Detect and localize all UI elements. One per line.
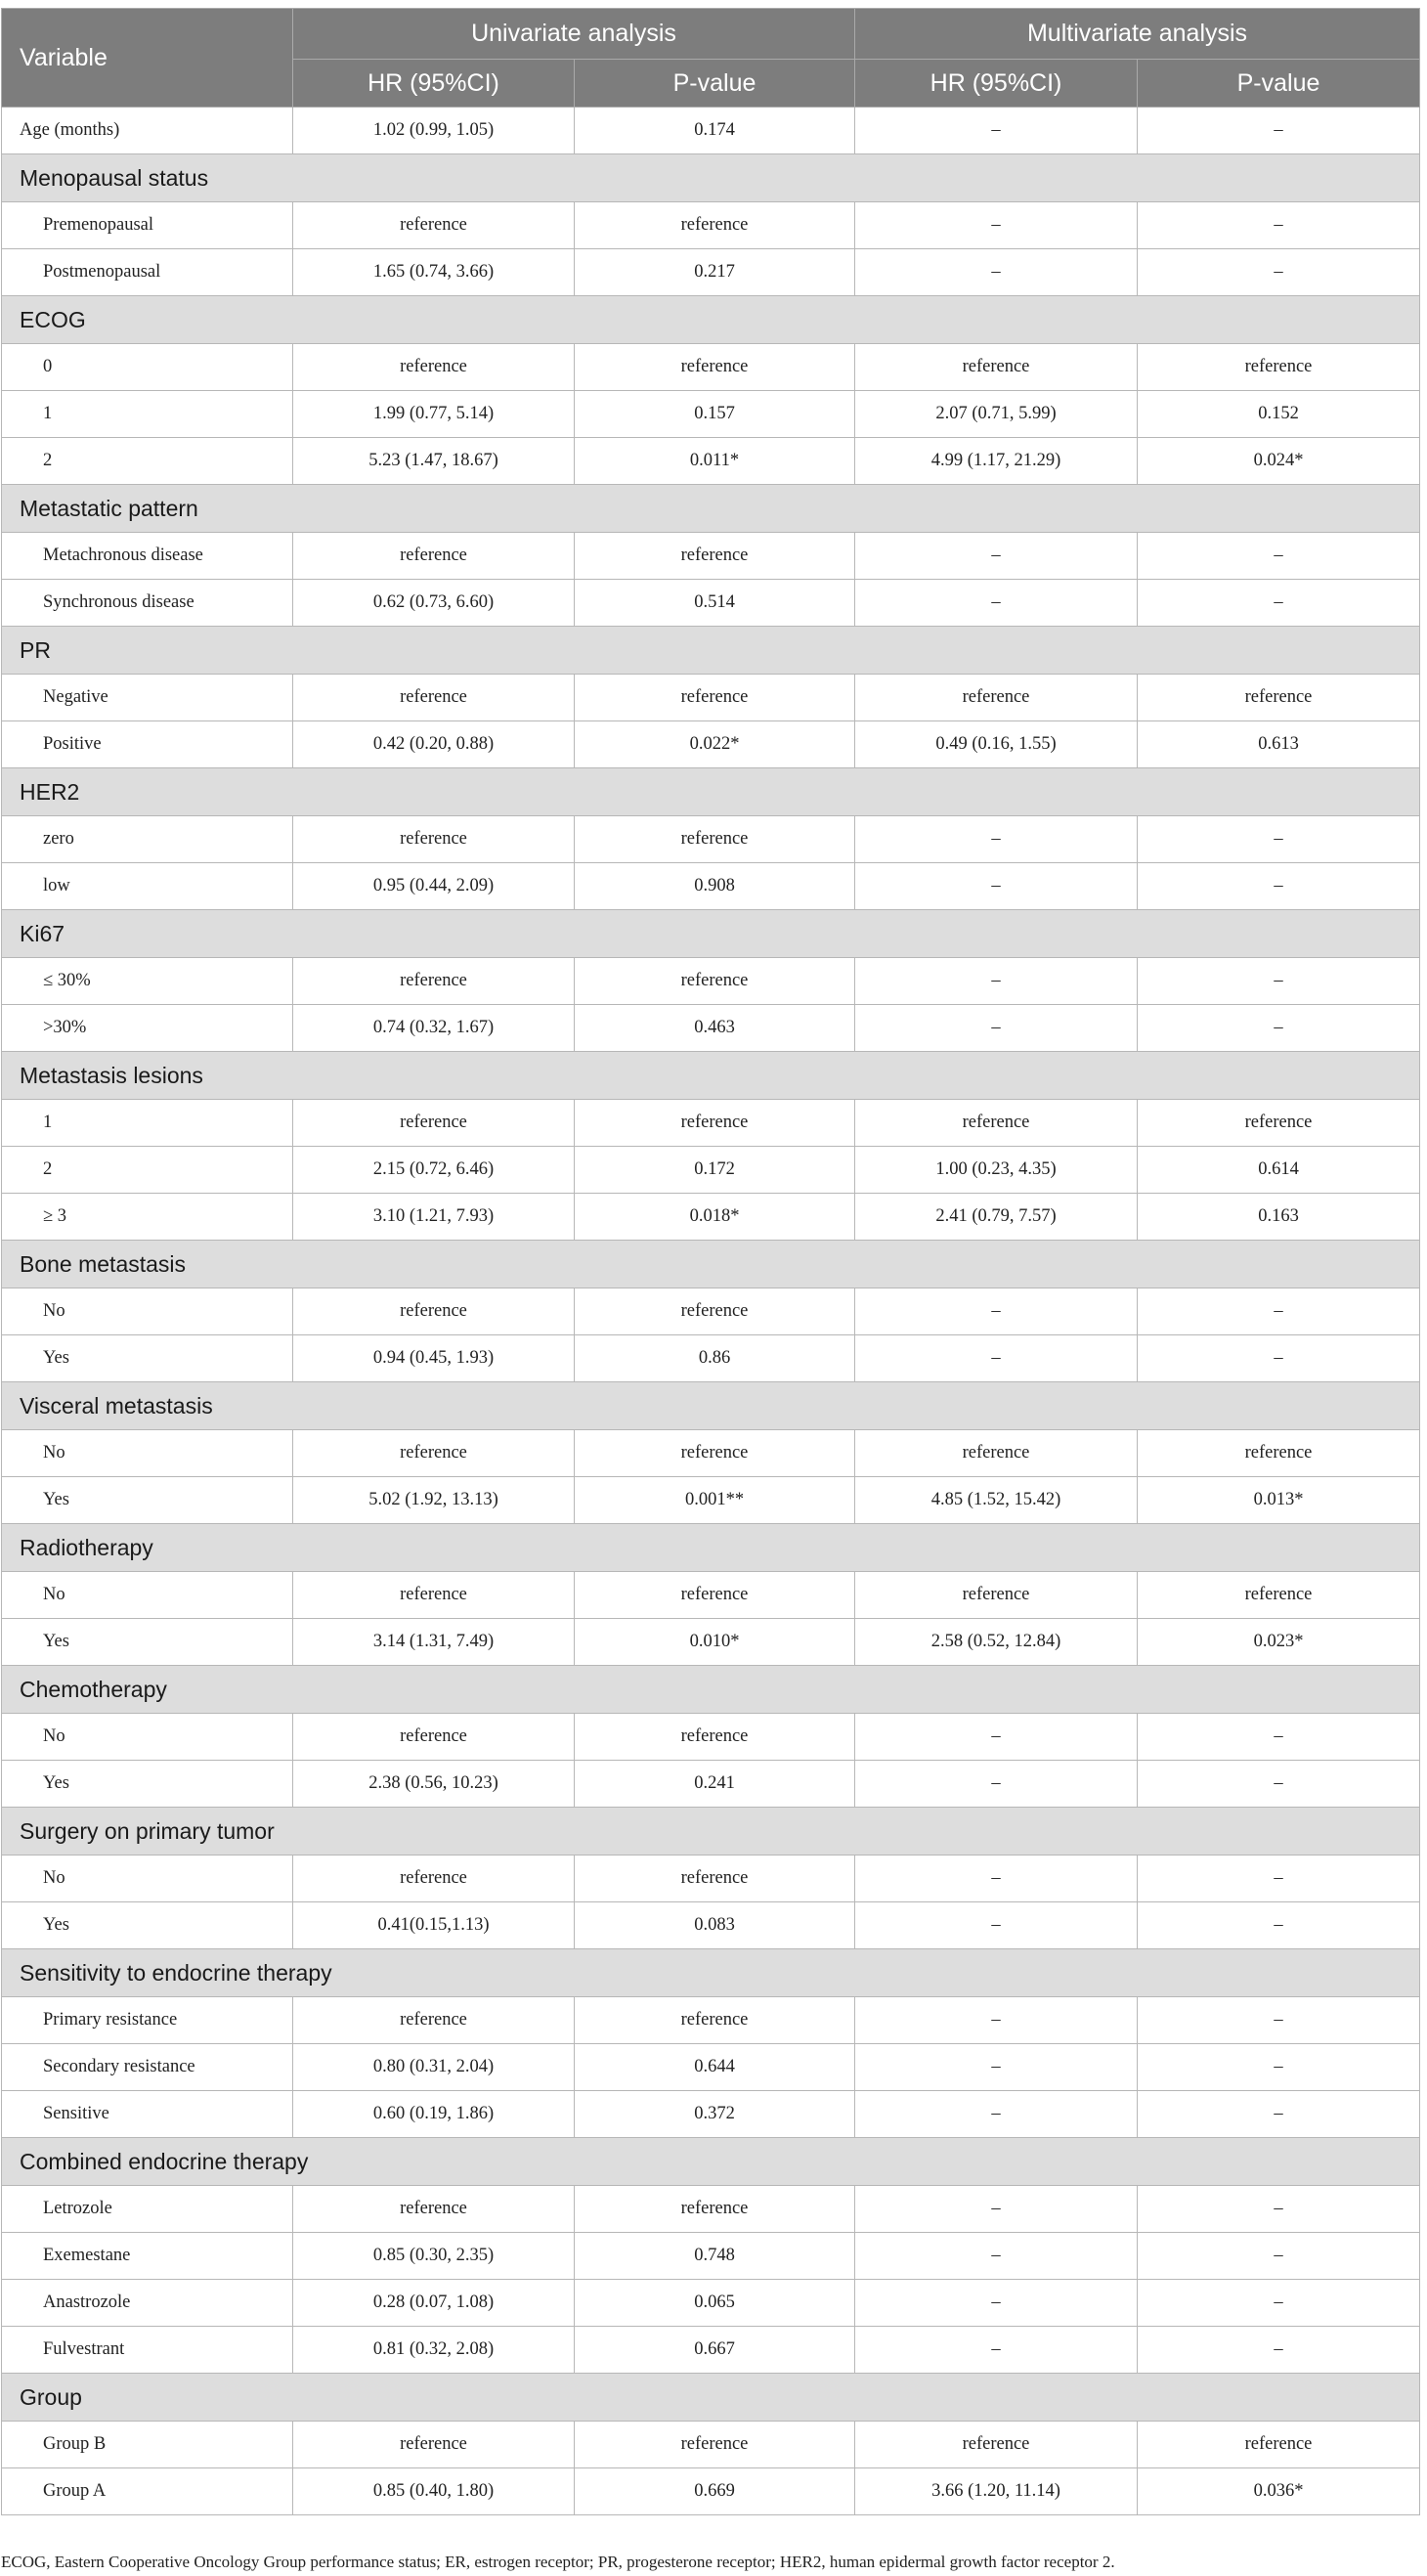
- variable-cell: Exemestane: [2, 2233, 293, 2280]
- univariate-p-cell: reference: [575, 1572, 855, 1619]
- univariate-p-cell: reference: [575, 1100, 855, 1147]
- variable-cell: Group A: [2, 2468, 293, 2515]
- table-row: [2, 1477, 1420, 1524]
- multivariate-hr-cell: reference: [855, 2422, 1138, 2468]
- univariate-hr-cell: 3.10 (1.21, 7.93): [293, 1194, 575, 1241]
- multivariate-p-cell: –: [1138, 2186, 1420, 2233]
- multivariate-p-cell: –: [1138, 1997, 1420, 2044]
- univariate-hr-cell: 0.95 (0.44, 2.09): [293, 863, 575, 910]
- univariate-hr-cell: reference: [293, 675, 575, 721]
- variable-cell: Group B: [2, 2422, 293, 2468]
- univariate-hr-cell: 0.28 (0.07, 1.08): [293, 2280, 575, 2327]
- variable-cell: Yes: [2, 1619, 293, 1666]
- multivariate-hr-cell: reference: [855, 675, 1138, 721]
- multivariate-p-cell: reference: [1138, 1572, 1420, 1619]
- multivariate-hr-cell: –: [855, 1761, 1138, 1808]
- results-table-container: [1, 8, 1419, 2515]
- section-row: [2, 485, 1420, 533]
- multivariate-hr-cell: –: [855, 580, 1138, 627]
- header-univariate-p: P-value: [575, 60, 855, 108]
- univariate-hr-cell: 0.81 (0.32, 2.08): [293, 2327, 575, 2374]
- univariate-p-cell: 0.011*: [575, 438, 855, 485]
- table-row: [2, 391, 1420, 438]
- multivariate-p-cell: –: [1138, 1902, 1420, 1949]
- multivariate-hr-cell: 2.41 (0.79, 7.57): [855, 1194, 1138, 1241]
- section-label: Bone metastasis: [2, 1241, 1420, 1288]
- variable-cell: Synchronous disease: [2, 580, 293, 627]
- multivariate-hr-cell: –: [855, 249, 1138, 296]
- variable-cell: 1: [2, 1100, 293, 1147]
- multivariate-hr-cell: –: [855, 2327, 1138, 2374]
- table-body: [2, 108, 1420, 2515]
- univariate-hr-cell: reference: [293, 1288, 575, 1335]
- section-row: [2, 2374, 1420, 2422]
- multivariate-p-cell: –: [1138, 108, 1420, 154]
- section-row: [2, 1052, 1420, 1100]
- univariate-p-cell: reference: [575, 1856, 855, 1902]
- multivariate-hr-cell: –: [855, 958, 1138, 1005]
- table-row: [2, 1005, 1420, 1052]
- multivariate-p-cell: 0.613: [1138, 721, 1420, 768]
- univariate-hr-cell: 0.62 (0.73, 6.60): [293, 580, 575, 627]
- univariate-p-cell: 0.174: [575, 108, 855, 154]
- table-row: [2, 721, 1420, 768]
- variable-cell: Yes: [2, 1335, 293, 1382]
- table-row: [2, 675, 1420, 721]
- multivariate-hr-cell: –: [855, 1856, 1138, 1902]
- multivariate-p-cell: –: [1138, 1714, 1420, 1761]
- multivariate-hr-cell: –: [855, 2233, 1138, 2280]
- table-header: [2, 9, 1420, 108]
- variable-cell: ≤ 30%: [2, 958, 293, 1005]
- header-multivariate: Multivariate analysis: [855, 9, 1420, 60]
- multivariate-p-cell: 0.023*: [1138, 1619, 1420, 1666]
- header-univariate: Univariate analysis: [293, 9, 855, 60]
- table-row: [2, 1902, 1420, 1949]
- multivariate-p-cell: –: [1138, 580, 1420, 627]
- univariate-hr-cell: reference: [293, 1100, 575, 1147]
- univariate-p-cell: 0.001**: [575, 1477, 855, 1524]
- section-row: [2, 1949, 1420, 1997]
- univariate-p-cell: reference: [575, 1714, 855, 1761]
- table-row: [2, 1619, 1420, 1666]
- multivariate-hr-cell: –: [855, 1335, 1138, 1382]
- univariate-hr-cell: reference: [293, 202, 575, 249]
- table-row: [2, 249, 1420, 296]
- variable-cell: Letrozole: [2, 2186, 293, 2233]
- section-row: [2, 1666, 1420, 1714]
- section-label: Metastatic pattern: [2, 485, 1420, 533]
- section-label: Group: [2, 2374, 1420, 2422]
- variable-cell: No: [2, 1856, 293, 1902]
- variable-cell: No: [2, 1430, 293, 1477]
- header-variable: Variable: [2, 9, 293, 108]
- section-row: [2, 154, 1420, 202]
- section-label: Visceral metastasis: [2, 1382, 1420, 1430]
- univariate-hr-cell: 0.85 (0.40, 1.80): [293, 2468, 575, 2515]
- multivariate-hr-cell: 1.00 (0.23, 4.35): [855, 1147, 1138, 1194]
- multivariate-hr-cell: –: [855, 2091, 1138, 2138]
- section-label: Combined endocrine therapy: [2, 2138, 1420, 2186]
- multivariate-hr-cell: 2.58 (0.52, 12.84): [855, 1619, 1138, 1666]
- table-footnote: ECOG, Eastern Cooperative Oncology Group performance status; ER, estrogen receptor; PR, progesterone receptor; HER2, human epidermal growth factor receptor 2.: [1, 2553, 1115, 2571]
- table-row: [2, 1572, 1420, 1619]
- multivariate-hr-cell: –: [855, 1288, 1138, 1335]
- table-row: [2, 1288, 1420, 1335]
- multivariate-hr-cell: reference: [855, 344, 1138, 391]
- variable-cell: Negative: [2, 675, 293, 721]
- univariate-hr-cell: reference: [293, 1430, 575, 1477]
- section-row: [2, 1382, 1420, 1430]
- multivariate-p-cell: –: [1138, 2233, 1420, 2280]
- multivariate-p-cell: –: [1138, 2280, 1420, 2327]
- univariate-p-cell: 0.022*: [575, 721, 855, 768]
- multivariate-hr-cell: 3.66 (1.20, 11.14): [855, 2468, 1138, 2515]
- multivariate-p-cell: 0.036*: [1138, 2468, 1420, 2515]
- univariate-hr-cell: reference: [293, 1714, 575, 1761]
- variable-cell: ≥ 3: [2, 1194, 293, 1241]
- multivariate-p-cell: reference: [1138, 2422, 1420, 2468]
- univariate-hr-cell: 0.80 (0.31, 2.04): [293, 2044, 575, 2091]
- table-row: [2, 2327, 1420, 2374]
- univariate-hr-cell: reference: [293, 958, 575, 1005]
- section-row: [2, 1524, 1420, 1572]
- variable-cell: Positive: [2, 721, 293, 768]
- multivariate-p-cell: –: [1138, 1761, 1420, 1808]
- variable-cell: No: [2, 1572, 293, 1619]
- multivariate-p-cell: –: [1138, 1005, 1420, 1052]
- univariate-hr-cell: 0.94 (0.45, 1.93): [293, 1335, 575, 1382]
- multivariate-p-cell: 0.163: [1138, 1194, 1420, 1241]
- variable-cell: Yes: [2, 1477, 293, 1524]
- table-row: [2, 2280, 1420, 2327]
- univariate-hr-cell: reference: [293, 533, 575, 580]
- univariate-p-cell: 0.010*: [575, 1619, 855, 1666]
- section-label: HER2: [2, 768, 1420, 816]
- univariate-hr-cell: reference: [293, 1572, 575, 1619]
- multivariate-hr-cell: –: [855, 2186, 1138, 2233]
- multivariate-p-cell: –: [1138, 863, 1420, 910]
- variable-cell: 1: [2, 391, 293, 438]
- variable-cell: Yes: [2, 1761, 293, 1808]
- section-row: [2, 768, 1420, 816]
- table-row: [2, 2044, 1420, 2091]
- multivariate-p-cell: reference: [1138, 675, 1420, 721]
- univariate-p-cell: 0.748: [575, 2233, 855, 2280]
- variable-cell: 0: [2, 344, 293, 391]
- multivariate-hr-cell: 4.99 (1.17, 21.29): [855, 438, 1138, 485]
- section-label: PR: [2, 627, 1420, 675]
- multivariate-hr-cell: –: [855, 1714, 1138, 1761]
- multivariate-p-cell: 0.614: [1138, 1147, 1420, 1194]
- table-row: [2, 1761, 1420, 1808]
- univariate-p-cell: reference: [575, 533, 855, 580]
- univariate-p-cell: 0.018*: [575, 1194, 855, 1241]
- multivariate-hr-cell: –: [855, 533, 1138, 580]
- table-row: [2, 202, 1420, 249]
- section-row: [2, 2138, 1420, 2186]
- header-multivariate-hr: HR (95%CI): [855, 60, 1138, 108]
- multivariate-hr-cell: reference: [855, 1572, 1138, 1619]
- variable-cell: Postmenopausal: [2, 249, 293, 296]
- table-row: [2, 1147, 1420, 1194]
- multivariate-p-cell: –: [1138, 2327, 1420, 2374]
- multivariate-p-cell: –: [1138, 1335, 1420, 1382]
- table-row: [2, 2091, 1420, 2138]
- multivariate-p-cell: –: [1138, 202, 1420, 249]
- table-row: [2, 580, 1420, 627]
- variable-cell: low: [2, 863, 293, 910]
- variable-cell: Metachronous disease: [2, 533, 293, 580]
- univariate-p-cell: reference: [575, 202, 855, 249]
- univariate-hr-cell: 0.85 (0.30, 2.35): [293, 2233, 575, 2280]
- multivariate-p-cell: reference: [1138, 1100, 1420, 1147]
- section-label: Chemotherapy: [2, 1666, 1420, 1714]
- table-row: [2, 2468, 1420, 2515]
- variable-cell: >30%: [2, 1005, 293, 1052]
- section-label: Menopausal status: [2, 154, 1420, 202]
- multivariate-hr-cell: 2.07 (0.71, 5.99): [855, 391, 1138, 438]
- univariate-p-cell: reference: [575, 1288, 855, 1335]
- section-row: [2, 1241, 1420, 1288]
- variable-cell: Yes: [2, 1902, 293, 1949]
- variable-cell: Premenopausal: [2, 202, 293, 249]
- univariate-p-cell: 0.669: [575, 2468, 855, 2515]
- table-row: [2, 816, 1420, 863]
- table-row: [2, 1856, 1420, 1902]
- univariate-hr-cell: 1.65 (0.74, 3.66): [293, 249, 575, 296]
- multivariate-p-cell: –: [1138, 249, 1420, 296]
- table-row: [2, 2233, 1420, 2280]
- multivariate-p-cell: –: [1138, 2044, 1420, 2091]
- univariate-p-cell: reference: [575, 816, 855, 863]
- header-univariate-hr: HR (95%CI): [293, 60, 575, 108]
- multivariate-hr-cell: reference: [855, 1100, 1138, 1147]
- univariate-p-cell: 0.157: [575, 391, 855, 438]
- multivariate-p-cell: –: [1138, 533, 1420, 580]
- univariate-p-cell: 0.241: [575, 1761, 855, 1808]
- variable-cell: Age (months): [2, 108, 293, 154]
- table-row: [2, 1194, 1420, 1241]
- variable-cell: Sensitive: [2, 2091, 293, 2138]
- multivariate-p-cell: –: [1138, 1856, 1420, 1902]
- univariate-p-cell: 0.372: [575, 2091, 855, 2138]
- variable-cell: No: [2, 1288, 293, 1335]
- univariate-hr-cell: 0.74 (0.32, 1.67): [293, 1005, 575, 1052]
- table-row: [2, 958, 1420, 1005]
- cox-regression-table: [1, 8, 1420, 2515]
- univariate-p-cell: 0.463: [575, 1005, 855, 1052]
- univariate-hr-cell: reference: [293, 1856, 575, 1902]
- variable-cell: 2: [2, 1147, 293, 1194]
- table-row: [2, 1430, 1420, 1477]
- univariate-hr-cell: reference: [293, 1997, 575, 2044]
- variable-cell: Primary resistance: [2, 1997, 293, 2044]
- section-label: Surgery on primary tumor: [2, 1808, 1420, 1856]
- univariate-p-cell: 0.172: [575, 1147, 855, 1194]
- univariate-hr-cell: 2.15 (0.72, 6.46): [293, 1147, 575, 1194]
- univariate-hr-cell: 1.02 (0.99, 1.05): [293, 108, 575, 154]
- variable-cell: Fulvestrant: [2, 2327, 293, 2374]
- multivariate-p-cell: –: [1138, 2091, 1420, 2138]
- univariate-p-cell: 0.514: [575, 580, 855, 627]
- univariate-hr-cell: 5.23 (1.47, 18.67): [293, 438, 575, 485]
- univariate-p-cell: 0.065: [575, 2280, 855, 2327]
- section-row: [2, 296, 1420, 344]
- univariate-hr-cell: 0.60 (0.19, 1.86): [293, 2091, 575, 2138]
- variable-cell: zero: [2, 816, 293, 863]
- table-row: [2, 533, 1420, 580]
- variable-cell: Anastrozole: [2, 2280, 293, 2327]
- univariate-p-cell: 0.667: [575, 2327, 855, 2374]
- variable-cell: No: [2, 1714, 293, 1761]
- multivariate-hr-cell: –: [855, 108, 1138, 154]
- table-row: [2, 1335, 1420, 1382]
- univariate-p-cell: reference: [575, 1430, 855, 1477]
- univariate-p-cell: reference: [575, 958, 855, 1005]
- multivariate-p-cell: reference: [1138, 1430, 1420, 1477]
- multivariate-p-cell: 0.013*: [1138, 1477, 1420, 1524]
- univariate-p-cell: reference: [575, 2186, 855, 2233]
- table-row: [2, 1997, 1420, 2044]
- multivariate-hr-cell: 4.85 (1.52, 15.42): [855, 1477, 1138, 1524]
- univariate-p-cell: reference: [575, 1997, 855, 2044]
- univariate-p-cell: 0.083: [575, 1902, 855, 1949]
- header-multivariate-p: P-value: [1138, 60, 1420, 108]
- multivariate-p-cell: 0.024*: [1138, 438, 1420, 485]
- univariate-p-cell: 0.86: [575, 1335, 855, 1382]
- univariate-hr-cell: reference: [293, 816, 575, 863]
- multivariate-hr-cell: –: [855, 1902, 1138, 1949]
- variable-cell: Secondary resistance: [2, 2044, 293, 2091]
- univariate-p-cell: 0.644: [575, 2044, 855, 2091]
- table-row: [2, 438, 1420, 485]
- section-row: [2, 627, 1420, 675]
- multivariate-hr-cell: 0.49 (0.16, 1.55): [855, 721, 1138, 768]
- table-row: [2, 344, 1420, 391]
- multivariate-p-cell: 0.152: [1138, 391, 1420, 438]
- section-label: Metastasis lesions: [2, 1052, 1420, 1100]
- table-row: [2, 863, 1420, 910]
- multivariate-p-cell: –: [1138, 816, 1420, 863]
- multivariate-hr-cell: –: [855, 816, 1138, 863]
- univariate-hr-cell: 1.99 (0.77, 5.14): [293, 391, 575, 438]
- table-row: [2, 108, 1420, 154]
- multivariate-hr-cell: –: [855, 2044, 1138, 2091]
- univariate-hr-cell: reference: [293, 344, 575, 391]
- univariate-p-cell: reference: [575, 675, 855, 721]
- variable-cell: 2: [2, 438, 293, 485]
- univariate-p-cell: reference: [575, 2422, 855, 2468]
- multivariate-hr-cell: –: [855, 202, 1138, 249]
- section-label: Ki67: [2, 910, 1420, 958]
- section-row: [2, 1808, 1420, 1856]
- section-label: ECOG: [2, 296, 1420, 344]
- multivariate-hr-cell: –: [855, 1997, 1138, 2044]
- section-row: [2, 910, 1420, 958]
- multivariate-hr-cell: –: [855, 2280, 1138, 2327]
- table-row: [2, 1714, 1420, 1761]
- table-row: [2, 2186, 1420, 2233]
- section-label: Sensitivity to endocrine therapy: [2, 1949, 1420, 1997]
- multivariate-hr-cell: reference: [855, 1430, 1138, 1477]
- multivariate-p-cell: –: [1138, 958, 1420, 1005]
- univariate-p-cell: 0.217: [575, 249, 855, 296]
- univariate-hr-cell: reference: [293, 2422, 575, 2468]
- table-row: [2, 2422, 1420, 2468]
- univariate-hr-cell: 2.38 (0.56, 10.23): [293, 1761, 575, 1808]
- univariate-hr-cell: 0.42 (0.20, 0.88): [293, 721, 575, 768]
- section-label: Radiotherapy: [2, 1524, 1420, 1572]
- univariate-hr-cell: 0.41(0.15,1.13): [293, 1902, 575, 1949]
- table-row: [2, 1100, 1420, 1147]
- univariate-hr-cell: 3.14 (1.31, 7.49): [293, 1619, 575, 1666]
- univariate-p-cell: 0.908: [575, 863, 855, 910]
- multivariate-hr-cell: –: [855, 863, 1138, 910]
- univariate-p-cell: reference: [575, 344, 855, 391]
- univariate-hr-cell: reference: [293, 2186, 575, 2233]
- multivariate-p-cell: reference: [1138, 344, 1420, 391]
- multivariate-hr-cell: –: [855, 1005, 1138, 1052]
- univariate-hr-cell: 5.02 (1.92, 13.13): [293, 1477, 575, 1524]
- multivariate-p-cell: –: [1138, 1288, 1420, 1335]
